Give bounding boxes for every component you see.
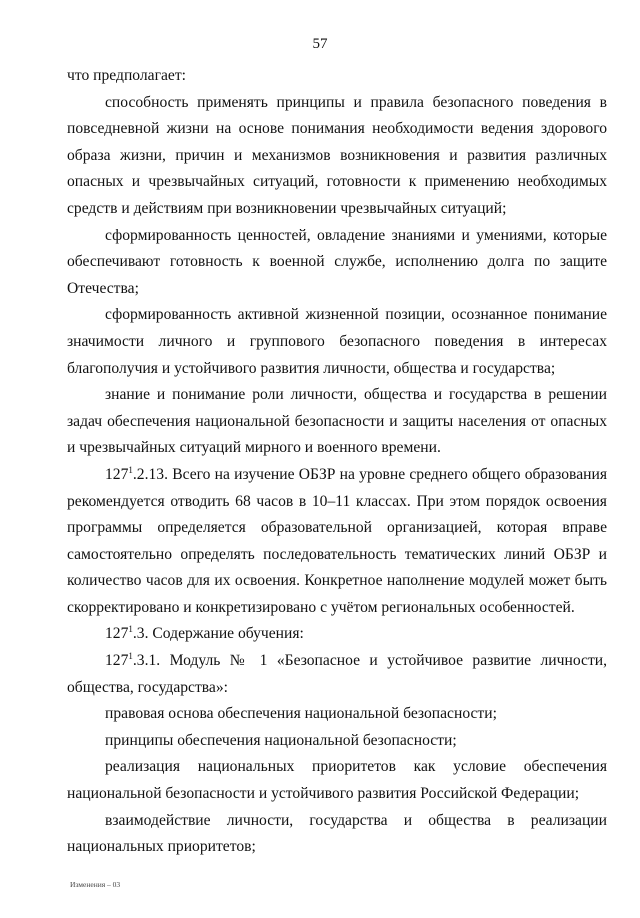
section-number-pre: 127	[105, 625, 129, 643]
paragraph-values: сформированность ценностей, овладение знаниями и умениями, которые обеспечивают готовность к военной службе, исполнению долга по защите Отечества;	[67, 226, 607, 297]
paragraph-civic-position: сформированность активной жизненной позиции, осознанное понимание значимости личного и группового безопасного поведения в интересах благополучия и устойчивого развития личности, общества и государства;	[67, 306, 607, 377]
module-item-legal-basis: правовая основа обеспечения национальной безопасности;	[105, 705, 497, 723]
page-number: 57	[312, 36, 328, 52]
section-2-13	[67, 462, 607, 622]
paragraph-intro: что предполагает:	[67, 67, 186, 84]
section-number-post: .2.13.	[132, 465, 168, 483]
section-text: Всего на изучение ОБЗР на уровне среднего общего образования рекомендуется отводить 68 часов в 10–11 классах. При этом порядок освоения программы определяется образовательной организацией, которая вправе самостоятельно определять последовательность тематических линий ОБЗР и количество часов для их освоения. Конкретное наполнение модулей может быть скорректировано и конкретизировано с учётом региональных особенностей.	[67, 465, 607, 616]
section-number-superscript: 1	[128, 650, 133, 661]
section-number-superscript: 1	[128, 624, 133, 635]
module-item-priorities: реализация национальных приоритетов как условие обеспечения национальной безопасности и устойчивого развития Российской Федерации;	[67, 758, 607, 803]
section-3-heading	[67, 621, 607, 648]
footer-note: Изменения – 03	[70, 880, 121, 889]
paragraph-ability: способность применять принципы и правила безопасного поведения в повседневной жизни на основе понимания необходимости ведения здорового образа жизни, причин и механизмов возникновения и развития различных опасных и чрезвычайных ситуаций, готовности к применению необходимых средств и действиям при возникновении чрезвычайных ситуаций;	[67, 93, 607, 217]
module-item-interaction: взаимодействие личности, государства и общества в реализации национальных приоритетов;	[67, 811, 607, 856]
paragraph-knowledge: знание и понимание роли личности, общества и государства в решении задач обеспечения национальной безопасности и защиты населения от опасных и чрезвычайных ситуаций мирного и военного времени.	[67, 386, 607, 457]
section-number-post: .3.1.	[132, 652, 161, 670]
section-text: Модуль № 1 «Безопасное и устойчивое развитие личности, общества, государства»:	[67, 652, 607, 696]
section-number-pre: 127	[105, 652, 129, 670]
document-body	[67, 63, 607, 861]
section-number-post: .3.	[132, 625, 149, 643]
section-text: Содержание обучения:	[148, 625, 304, 643]
section-number-superscript: 1	[128, 464, 133, 475]
module-item-principles: принципы обеспечения национальной безопасности;	[105, 731, 457, 749]
section-3-1-heading	[67, 648, 607, 701]
section-number-pre: 127	[105, 465, 129, 483]
